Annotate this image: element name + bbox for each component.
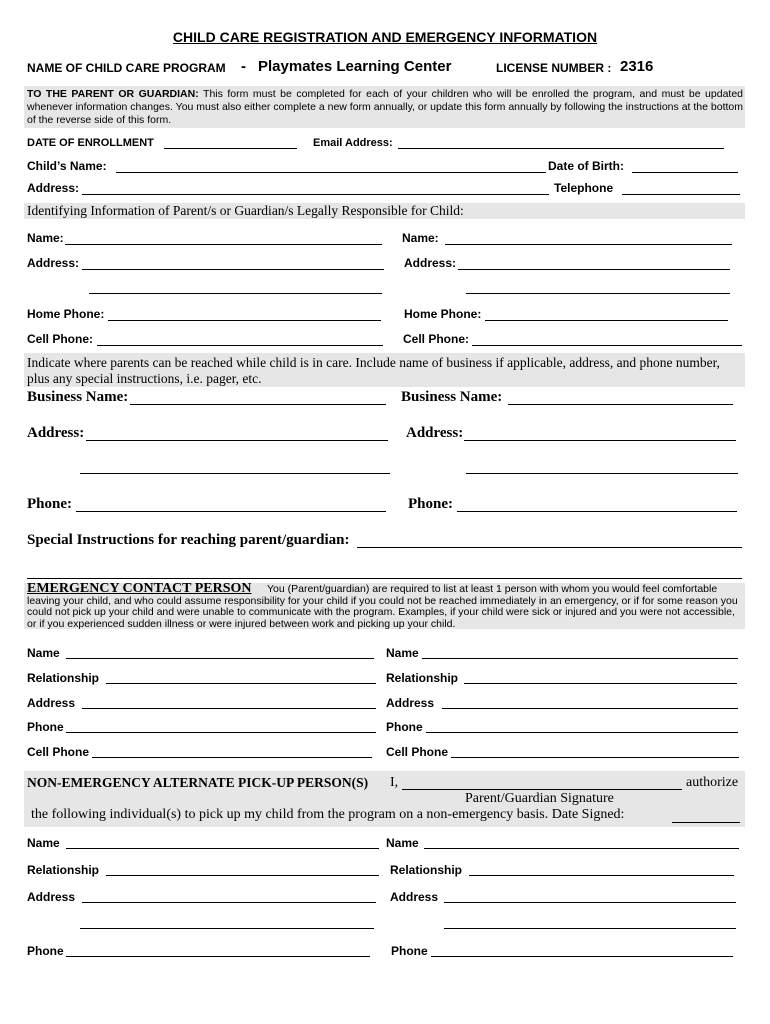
parent1-address-line2[interactable] (89, 293, 382, 294)
pickup2-relationship-label: Relationship (390, 863, 463, 877)
pickup-sentence: the following individual(s) to pick up my child from the program on a non-emergency basis. Date Signed: (31, 807, 625, 822)
emergency-text: You (Parent/guardian) are required to list at least 1 person with whom you would feel comfortable leaving your child, and who could assume responsibility for your child if you could not be reached immediately in an emergency, or if for some reason you could not pick up your child and were unable to communicate with the program. Examples, if your child were sick or injured and you were not accessible, or if you experienced sudden illness or were injured between work and picking up your child. (27, 583, 738, 630)
pickup2-address-field[interactable] (444, 902, 736, 903)
business1-name-field[interactable] (130, 404, 386, 405)
parent1-name-label: Name: (27, 231, 64, 245)
license-number-label: LICENSE NUMBER : (496, 61, 612, 75)
emergency1-relationship-label: Relationship (27, 671, 100, 685)
business2-address-line2[interactable] (466, 473, 738, 474)
parent2-home-phone-label: Home Phone: (404, 307, 482, 321)
emergency2-relationship-label: Relationship (386, 671, 459, 685)
parent2-address-line2[interactable] (466, 293, 730, 294)
parent1-cell-phone-field[interactable] (97, 345, 383, 346)
emergency1-cell-phone-field[interactable] (92, 757, 372, 758)
business1-phone-label: Phone: (27, 496, 72, 512)
emergency1-name-label: Name (27, 646, 60, 660)
telephone-field[interactable] (622, 194, 740, 195)
parent1-address-label: Address: (27, 256, 80, 270)
special-instructions-field[interactable] (357, 547, 742, 548)
emergency1-address-label: Address (27, 696, 76, 710)
special-instructions-label: Special Instructions for reaching parent/guardian: (27, 532, 350, 548)
business2-phone-field[interactable] (457, 511, 737, 512)
pickup-i: I, (390, 775, 399, 790)
pickup2-address-line2[interactable] (444, 928, 736, 929)
dob-field[interactable] (632, 172, 738, 173)
telephone-label: Telephone (554, 181, 614, 195)
pickup1-name-field[interactable] (66, 848, 379, 849)
license-number-value: 2316 (620, 58, 654, 75)
signature-caption: Parent/Guardian Signature (465, 791, 614, 806)
pickup1-address-line2[interactable] (80, 928, 374, 929)
emergency1-phone-label: Phone (27, 720, 64, 734)
parent2-name-field[interactable] (445, 244, 732, 245)
pickup2-name-field[interactable] (424, 848, 739, 849)
emergency2-name-label: Name (386, 646, 419, 660)
email-field[interactable] (398, 148, 724, 149)
program-name-label: NAME OF CHILD CARE PROGRAM (27, 61, 226, 75)
business1-address-label: Address: (27, 425, 85, 441)
business1-phone-field[interactable] (76, 511, 386, 512)
emergency1-name-field[interactable] (66, 658, 374, 659)
emergency2-relationship-field[interactable] (464, 683, 737, 684)
intro-lead: TO THE PARENT OR GUARDIAN: (27, 88, 199, 100)
pickup2-address-label: Address (390, 890, 439, 904)
emergency2-cell-phone-label: Cell Phone (386, 745, 449, 759)
business2-name-label: Business Name: (401, 389, 503, 405)
parent1-home-phone-field[interactable] (108, 320, 381, 321)
pickup2-relationship-field[interactable] (469, 875, 734, 876)
child-address-field[interactable] (82, 194, 549, 195)
parent2-home-phone-field[interactable] (485, 320, 728, 321)
business1-address-field[interactable] (86, 440, 388, 441)
parents-heading: Identifying Information of Parent/s or Guardian/s Legally Responsible for Child: (27, 203, 464, 218)
date-of-enrollment-label: DATE OF ENROLLMENT (27, 137, 154, 149)
pickup-heading: NON-EMERGENCY ALTERNATE PICK-UP PERSON(S) (27, 775, 369, 790)
emergency1-relationship-field[interactable] (106, 683, 376, 684)
special-instructions-line2[interactable] (27, 578, 742, 579)
emergency2-cell-phone-field[interactable] (451, 757, 739, 758)
business-instructions: Indicate where parents can be reached while child is in care. Include name of business if applicable, address, and phone number, plus any special instructions, i.e. pager, etc. (27, 355, 720, 386)
pickup1-relationship-label: Relationship (27, 863, 100, 877)
emergency2-name-field[interactable] (422, 658, 738, 659)
child-name-field[interactable] (116, 172, 546, 173)
emergency1-phone-field[interactable] (66, 732, 376, 733)
parent1-address-field[interactable] (82, 269, 384, 270)
date-signed-field[interactable] (672, 822, 740, 823)
parent2-address-field[interactable] (458, 269, 730, 270)
intro-text: This form must be completed for each of your children who will be enrolled the program, and must be updated whenever information changes. You must also either complete a new form annually, or update this form annually by following the instructions at the bottom of the reverse side of this form. (27, 88, 744, 126)
pickup2-name-label: Name (386, 836, 419, 850)
pickup1-name-label: Name (27, 836, 60, 850)
business2-name-field[interactable] (508, 404, 733, 405)
pickup-authorize: authorize (686, 775, 739, 790)
pickup1-phone-field[interactable] (66, 956, 370, 957)
parent2-name-label: Name: (402, 231, 439, 245)
emergency1-cell-phone-label: Cell Phone (27, 745, 90, 759)
emergency-heading: EMERGENCY CONTACT PERSON (27, 581, 252, 596)
pickup1-relationship-field[interactable] (106, 875, 379, 876)
parent2-cell-phone-field[interactable] (472, 345, 742, 346)
business2-address-field[interactable] (464, 440, 736, 441)
pickup1-address-label: Address (27, 890, 76, 904)
form-title: CHILD CARE REGISTRATION AND EMERGENCY INFORMATION (172, 29, 598, 45)
business2-address-label: Address: (406, 425, 464, 441)
program-name-value: Playmates Learning Center (258, 58, 452, 75)
parent1-cell-phone-label: Cell Phone: (27, 332, 94, 346)
child-name-label: Child’s Name: (27, 159, 107, 173)
emergency1-address-field[interactable] (82, 708, 376, 709)
emergency2-phone-label: Phone (386, 720, 423, 734)
date-of-enrollment-field[interactable] (164, 148, 297, 149)
pickup1-phone-label: Phone (27, 944, 64, 958)
parent1-home-phone-label: Home Phone: (27, 307, 105, 321)
intro-paragraph (27, 88, 743, 127)
parent2-address-label: Address: (404, 256, 457, 270)
parent-signature-field[interactable] (402, 789, 682, 790)
pickup2-phone-field[interactable] (431, 956, 733, 957)
child-address-label: Address: (27, 181, 80, 195)
business1-address-line2[interactable] (80, 473, 390, 474)
pickup2-phone-label: Phone (391, 944, 428, 958)
email-label: Email Address: (313, 137, 393, 149)
business1-name-label: Business Name: (27, 389, 129, 405)
emergency2-address-field[interactable] (442, 708, 738, 709)
program-dash: - (241, 58, 246, 75)
business2-phone-label: Phone: (408, 496, 453, 512)
pickup1-address-field[interactable] (82, 902, 376, 903)
parent1-name-field[interactable] (65, 244, 382, 245)
emergency2-phone-field[interactable] (426, 732, 738, 733)
emergency2-address-label: Address (386, 696, 435, 710)
parent2-cell-phone-label: Cell Phone: (403, 332, 470, 346)
dob-label: Date of Birth: (548, 159, 624, 173)
